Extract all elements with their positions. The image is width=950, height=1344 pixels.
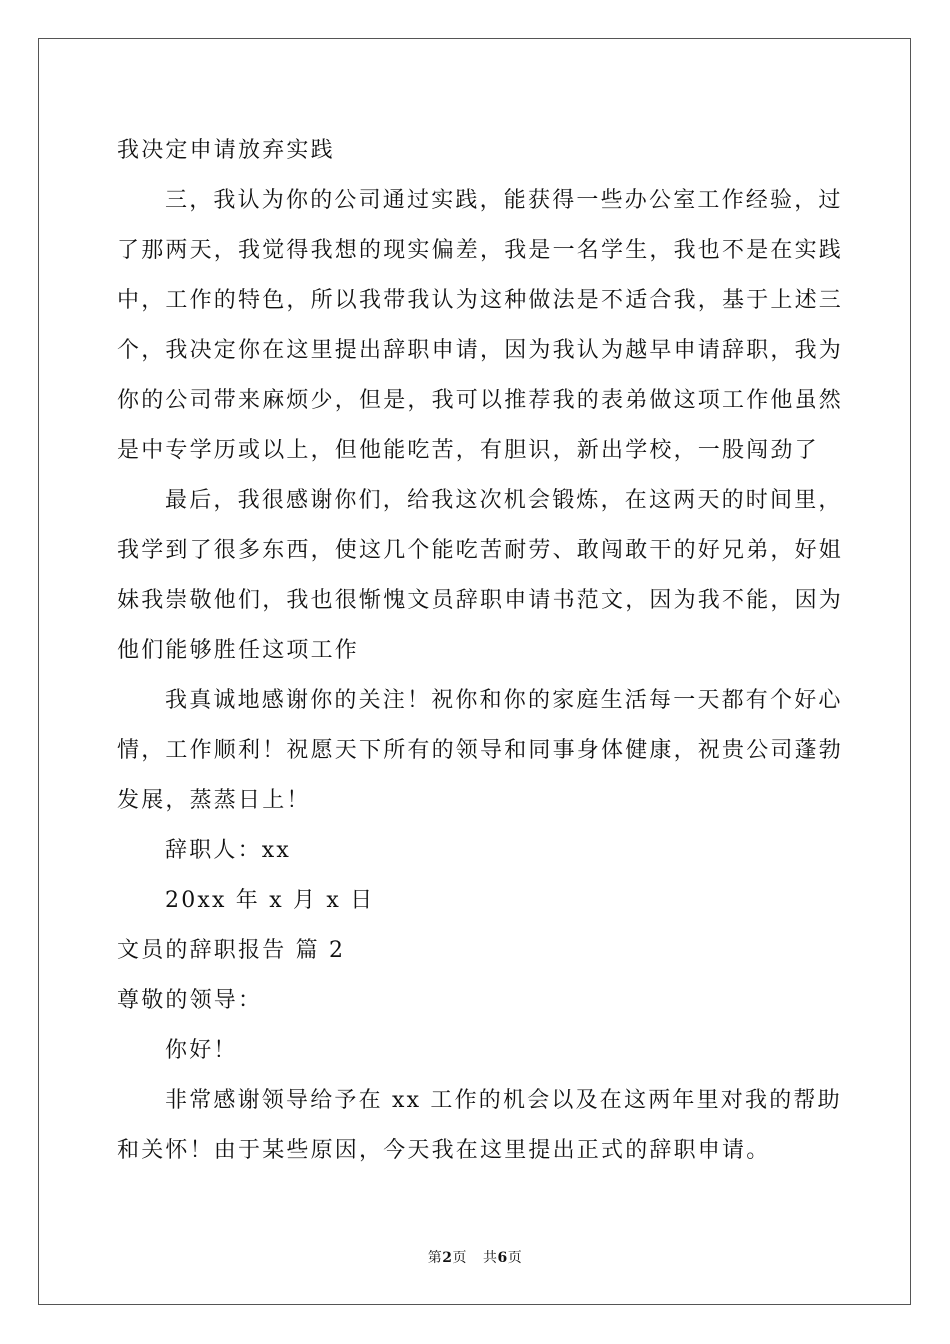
text-line: 你的公司带来麻烦少，但是，我可以推荐我的表弟做这项工作他虽然 [117, 388, 844, 413]
text-line: 我决定申请放弃实践 [117, 138, 335, 163]
page-footer [0, 1247, 950, 1267]
date-line: 20xx 年 x 月 x 日 [165, 888, 375, 913]
salutation: 尊敬的领导： [117, 988, 263, 1013]
total-suffix: 页 [507, 1250, 523, 1266]
document-body [117, 126, 844, 1176]
text-line: 我学到了很多东西，使这几个能吃苦耐劳、敢闯敢干的好兄弟，好姐 [117, 538, 844, 563]
section-heading: 文员的辞职报告 篇 2 [117, 938, 346, 963]
text-line: 中，工作的特色，所以我带我认为这种做法是不适合我，基于上述三 [117, 288, 844, 313]
page-number: 2 [442, 1250, 453, 1266]
total-pages: 6 [497, 1250, 508, 1266]
page-prefix: 第 [427, 1250, 443, 1266]
text-line: 个，我决定你在这里提出辞职申请，因为我认为越早申请辞职，我为 [117, 338, 844, 363]
page-suffix: 页 [452, 1250, 467, 1266]
greeting: 你好！ [165, 1038, 238, 1063]
text-line: 了那两天，我觉得我想的现实偏差，我是一名学生，我也不是在实践 [117, 238, 844, 263]
text-line: 发展，蒸蒸日上！ [117, 788, 311, 813]
text-line: 他们能够胜任这项工作 [117, 638, 360, 663]
text-line: 非常感谢领导给予在 xx 工作的机会以及在这两年里对我的帮助 [165, 1088, 842, 1113]
text-line: 我真诚地感谢你的关注！祝你和你的家庭生活每一天都有个好心 [165, 688, 843, 713]
text-line: 情，工作顺利！祝愿天下所有的领导和同事身体健康，祝贵公司蓬勃 [117, 738, 844, 763]
text-line: 最后，我很感谢你们，给我这次机会锻炼，在这两天的时间里， [165, 488, 843, 513]
text-line: 妹我崇敬他们，我也很惭愧文员辞职申请书范文，因为我不能，因为 [117, 588, 844, 613]
text-line: 和关怀！由于某些原因，今天我在这里提出正式的辞职申请。 [117, 1138, 771, 1163]
text-line: 三，我认为你的公司通过实践，能获得一些办公室工作经验，过 [165, 188, 843, 213]
text-line: 是中专学历或以上，但他能吃苦，有胆识，新出学校，一股闯劲了 [117, 438, 819, 463]
total-prefix: 共 [483, 1250, 498, 1266]
signature-line: 辞职人：xx [165, 838, 292, 863]
